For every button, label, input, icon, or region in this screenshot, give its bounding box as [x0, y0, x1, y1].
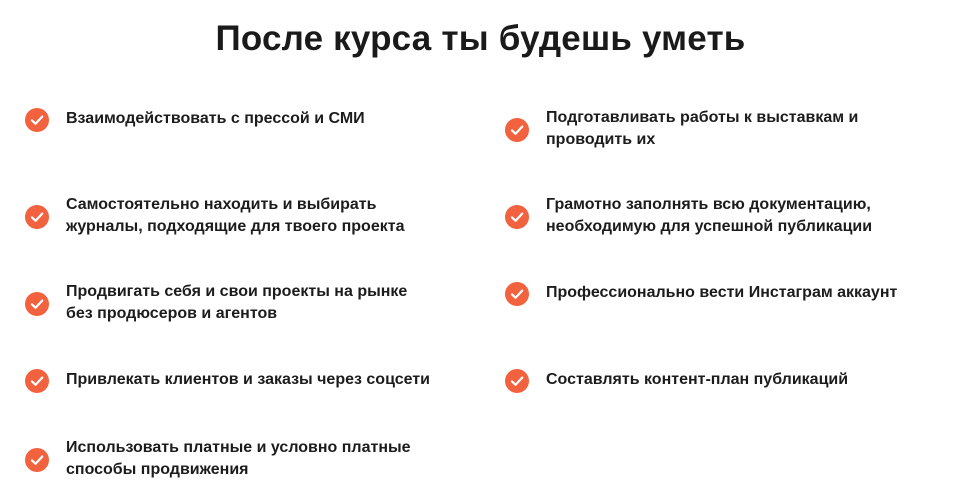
- item-text-line: Подготавливать работы к выставкам и: [546, 109, 859, 126]
- check-circle-icon: [505, 369, 529, 393]
- item-text-line: Самостоятельно находить и выбирать: [66, 196, 377, 213]
- item-text-line: проводить их: [546, 131, 656, 148]
- check-circle-icon: [505, 282, 529, 306]
- item-text-line: способы продвижения: [66, 461, 249, 478]
- check-circle-icon: [25, 108, 49, 132]
- item-text-line: Привлекать клиентов и заказы через соцсети: [66, 371, 430, 388]
- check-circle-icon: [25, 448, 49, 472]
- item-text-line: журналы, подходящие для твоего проекта: [66, 218, 405, 235]
- section-heading: После курса ты будешь уметь: [215, 19, 746, 59]
- check-circle-icon: [505, 118, 529, 142]
- check-circle-icon: [25, 369, 49, 393]
- item-text-line: Использовать платные и условно платные: [66, 439, 411, 456]
- item-text-line: необходимую для успешной публикации: [546, 218, 873, 235]
- check-circle-icon: [505, 205, 529, 229]
- check-circle-icon: [25, 292, 49, 316]
- item-text-line: Взаимодействовать с прессой и СМИ: [66, 110, 365, 127]
- item-text-line: Грамотно заполнять всю документацию,: [546, 196, 871, 213]
- item-text-line: Составлять контент-план публикаций: [546, 371, 849, 388]
- item-text-line: Профессионально вести Инстаграм аккаунт: [546, 284, 898, 301]
- item-text-line: без продюсеров и агентов: [66, 305, 278, 322]
- item-text-line: Продвигать себя и свои проекты на рынке: [66, 283, 408, 300]
- check-circle-icon: [25, 205, 49, 229]
